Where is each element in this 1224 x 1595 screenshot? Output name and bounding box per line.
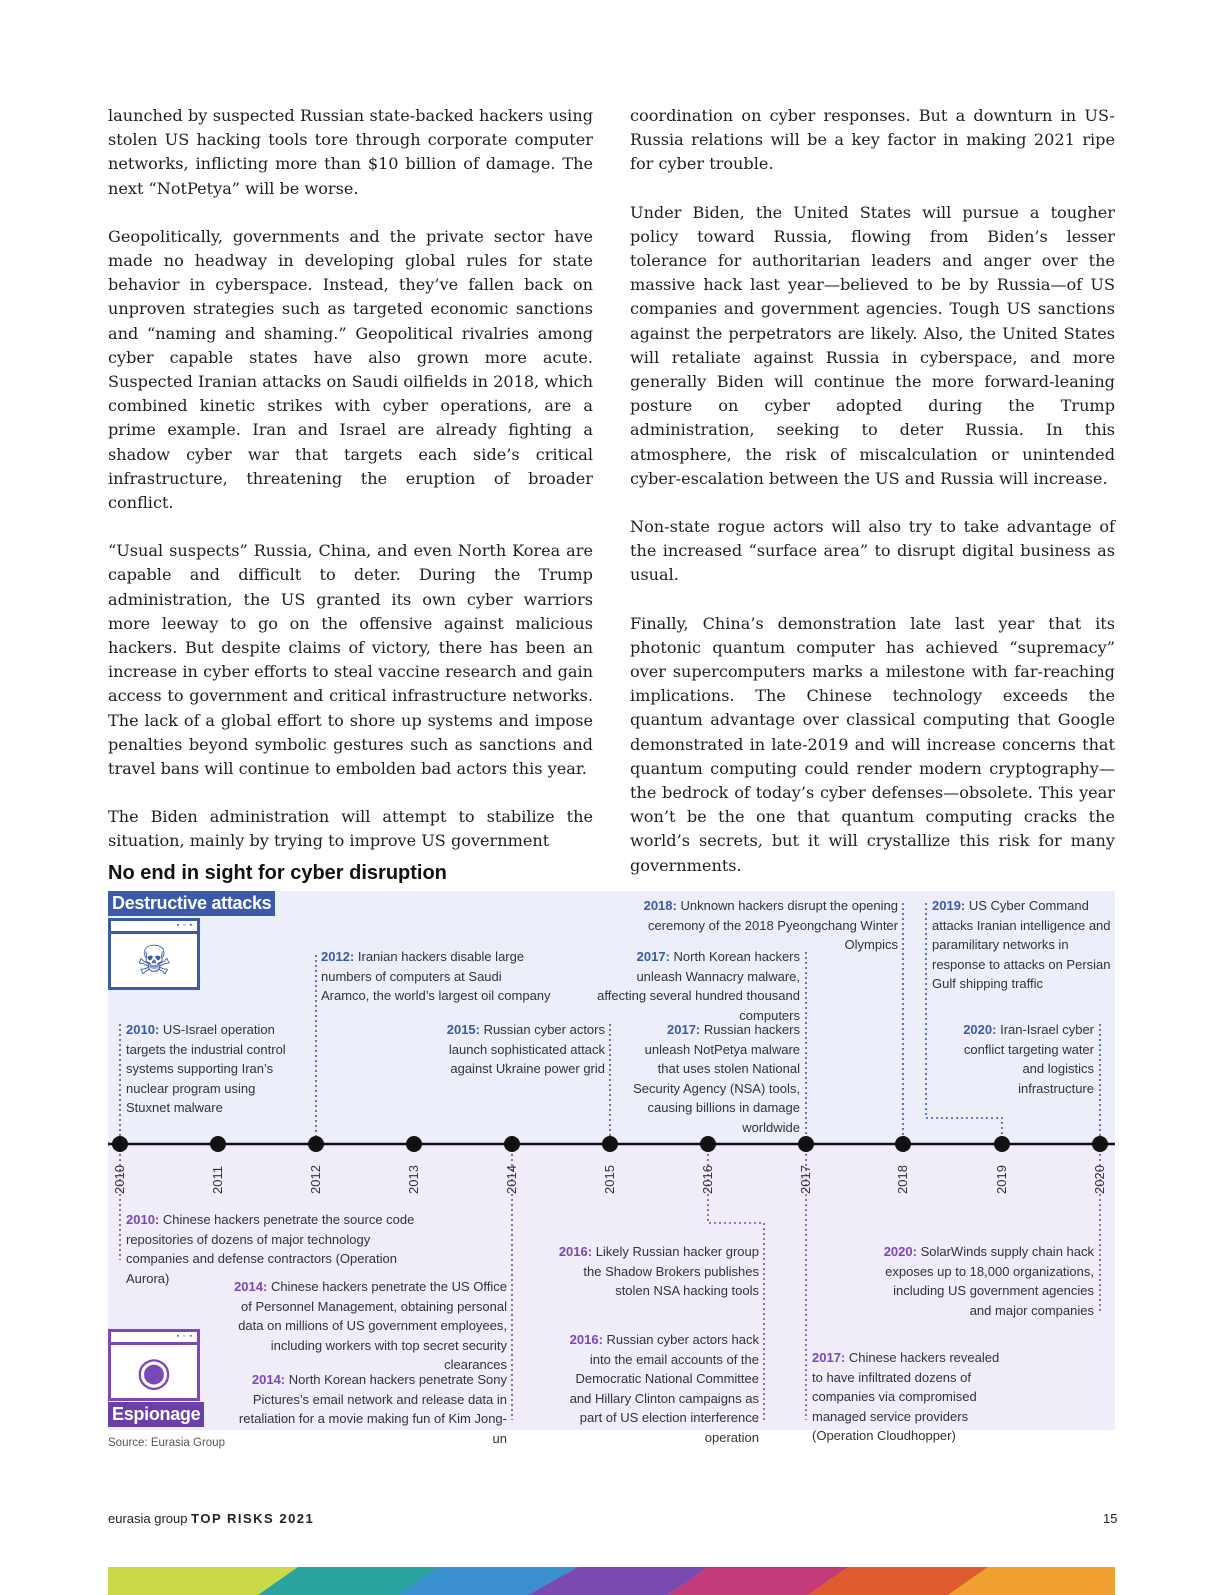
timeline-event: 2019: US Cyber Command attacks Iranian intelligence and paramilitary networks in response to attacks on Persian Gulf shipping traffic xyxy=(932,898,1111,991)
timeline-event: 2010: US-Israel operation targets the industrial control systems supporting Iran’s nuclear program using Stuxnet malware xyxy=(126,1022,286,1115)
year-label: 2019 xyxy=(994,1165,1009,1194)
year-label: 2013 xyxy=(406,1165,421,1194)
year-label: 2011 xyxy=(210,1166,225,1194)
year-label: 2016 xyxy=(700,1165,715,1194)
timeline-event: 2015: Russian cyber actors launch sophisticated attack against Ukraine power grid xyxy=(446,1022,605,1076)
timeline-event: 2020: Iran-Israel cyber conflict targeting water and logistics infrastructure xyxy=(963,1022,1094,1096)
year-label: 2020 xyxy=(1092,1165,1107,1194)
timeline-event: 2014: North Korean hackers penetrate Sony Pictures’s email network and release data in retaliation for a movie making fun of Kim Jong-un xyxy=(238,1372,507,1446)
timeline-event: 2020: SolarWinds supply chain hack exposes up to 18,000 organizations, including US government agencies and major companies xyxy=(883,1244,1094,1318)
footer-brand: TOP RISKS 2021 xyxy=(191,1511,315,1526)
spy-window-icon: ▪ ▫ ▪ ◉ xyxy=(108,1329,200,1401)
paragraph: coordination on cyber responses. But a downturn in US-Russia relations will be a key factor in making 2021 ripe for cyber trouble. xyxy=(630,106,1115,174)
timeline-event: 2017: Chinese hackers revealed to have infiltrated dozens of companies via compromised managed service providers (Operation Cloudhopper) xyxy=(812,1350,1000,1443)
espionage-label: Espionage xyxy=(108,1402,204,1427)
paragraph: Geopolitically, governments and the private sector have made no headway in developing global rules for state behavior in cyberspace. Instead, they’ve fallen back on unproven strategies such as targeted economic sanctions and “naming and shaming.” Geopolitical rivalries among cyber capable states have also grown more acute. Suspected Iranian attacks on Saudi oilfields in 2018, which combined kinetic strikes with cyber operations, are a prime example. Iran and Israel are already fighting a shadow cyber war that targets each side’s critical infrastructure, threatening the eruption of broader conflict. xyxy=(108,226,593,513)
timeline-event: 2012: Iranian hackers disable large numbers of computers at Saudi Aramco, the world’s largest oil company xyxy=(321,949,551,1003)
body-column-right xyxy=(630,104,1115,902)
paragraph: launched by suspected Russian state-backed hackers using stolen US hacking tools tore through corporate computer networks, inflicting more than $10 billion of damage. The next “NotPetya” will be worse. xyxy=(108,106,593,198)
timeline-event: 2010: Chinese hackers penetrate the source code repositories of dozens of major technology companies and defense contractors (Operation Aurora) xyxy=(126,1212,415,1286)
footer xyxy=(108,1511,314,1526)
destructive-attacks-label: Destructive attacks xyxy=(108,891,275,916)
timeline-event: 2016: Likely Russian hacker group the Shadow Brokers publishes stolen NSA hacking tools xyxy=(558,1244,759,1298)
body-column-left xyxy=(108,104,593,878)
paragraph: Finally, China’s demonstration late last year that its photonic quantum computer has achieved “supremacy” over supercomputers marks a milestone with far-reaching implications. The Chinese technology exceeds the quantum advantage over classical computing that Google demonstrated in late-2019 and will increase concerns that quantum computing could render modern cryptography—the bedrock of today’s cyber defenses—obsolete. This year won’t be the one that quantum computing cracks the world’s secrets, but it will crystallize this risk for many governments. xyxy=(630,613,1115,875)
year-label: 2018 xyxy=(895,1165,910,1194)
timeline-event: 2017: North Korean hackers unleash Wannacry malware, affecting several hundred thousand computers xyxy=(597,949,800,1023)
timeline-event: 2014: Chinese hackers penetrate the US Office of Personnel Management, obtaining personal data on millions of US government employees, including workers with top secret security clearances xyxy=(234,1279,507,1372)
timeline-title: No end in sight for cyber disruption xyxy=(108,862,447,884)
page-number: 15 xyxy=(1103,1511,1118,1526)
year-label: 2017 xyxy=(798,1165,813,1194)
year-label: 2014 xyxy=(504,1165,519,1194)
year-label: 2010 xyxy=(112,1165,127,1194)
skull-window-icon: ▪ ▫ ▪ ☠ xyxy=(108,918,200,990)
paragraph: The Biden administration will attempt to stabilize the situation, mainly by trying to improve US government xyxy=(108,807,593,851)
footer-org: eurasia group xyxy=(108,1511,188,1526)
timeline-event: 2018: Unknown hackers disrupt the opening ceremony of the 2018 Pyeongchang Winter Olympics xyxy=(643,898,898,952)
timeline-event: 2016: Russian cyber actors hack into the email accounts of the Democratic National Committee and Hillary Clinton campaigns as part of US election interference operation xyxy=(569,1332,759,1445)
decorative-color-bar xyxy=(108,1567,1115,1595)
source-note: Source: Eurasia Group xyxy=(108,1437,225,1449)
year-label: 2015 xyxy=(602,1165,617,1194)
year-label: 2012 xyxy=(308,1165,323,1194)
paragraph: Under Biden, the United States will pursue a tougher policy toward Russia, flowing from Biden’s lesser tolerance for authoritarian leaders and anger over the massive hack last year—believed to be by Russia—of US companies and government agencies. Tough US sanctions against the perpetrators are likely. Also, the United States will retaliate against Russia in cyberspace, and more generally Biden will continue the more forward-leaning posture on cyber adopted during the Trump administration, seeking to deter Russia. In this atmosphere, the risk of miscalculation or unintended cyber-escalation between the US and Russia will increase. xyxy=(630,202,1115,488)
paragraph: Non-state rogue actors will also try to take advantage of the increased “surface area” to disrupt digital business as usual. xyxy=(630,517,1115,585)
timeline-event: 2017: Russian hackers unleash NotPetya malware that uses stolen National Security Agency (NSA) tools, causing billions in damage worldwide xyxy=(633,1022,800,1135)
paragraph: “Usual suspects” Russia, China, and even North Korea are capable and difficult to deter. During the Trump administration, the US granted its own cyber warriors more leeway to go on the offensive against malicious hackers. But despite claims of victory, there has been an increase in cyber efforts to steal vaccine research and gain access to government and critical infrastructure networks. The lack of a global effort to shore up systems and impose penalties beyond symbolic gestures such as sanctions and travel bans will continue to embolden bad actors this year. xyxy=(108,541,593,779)
